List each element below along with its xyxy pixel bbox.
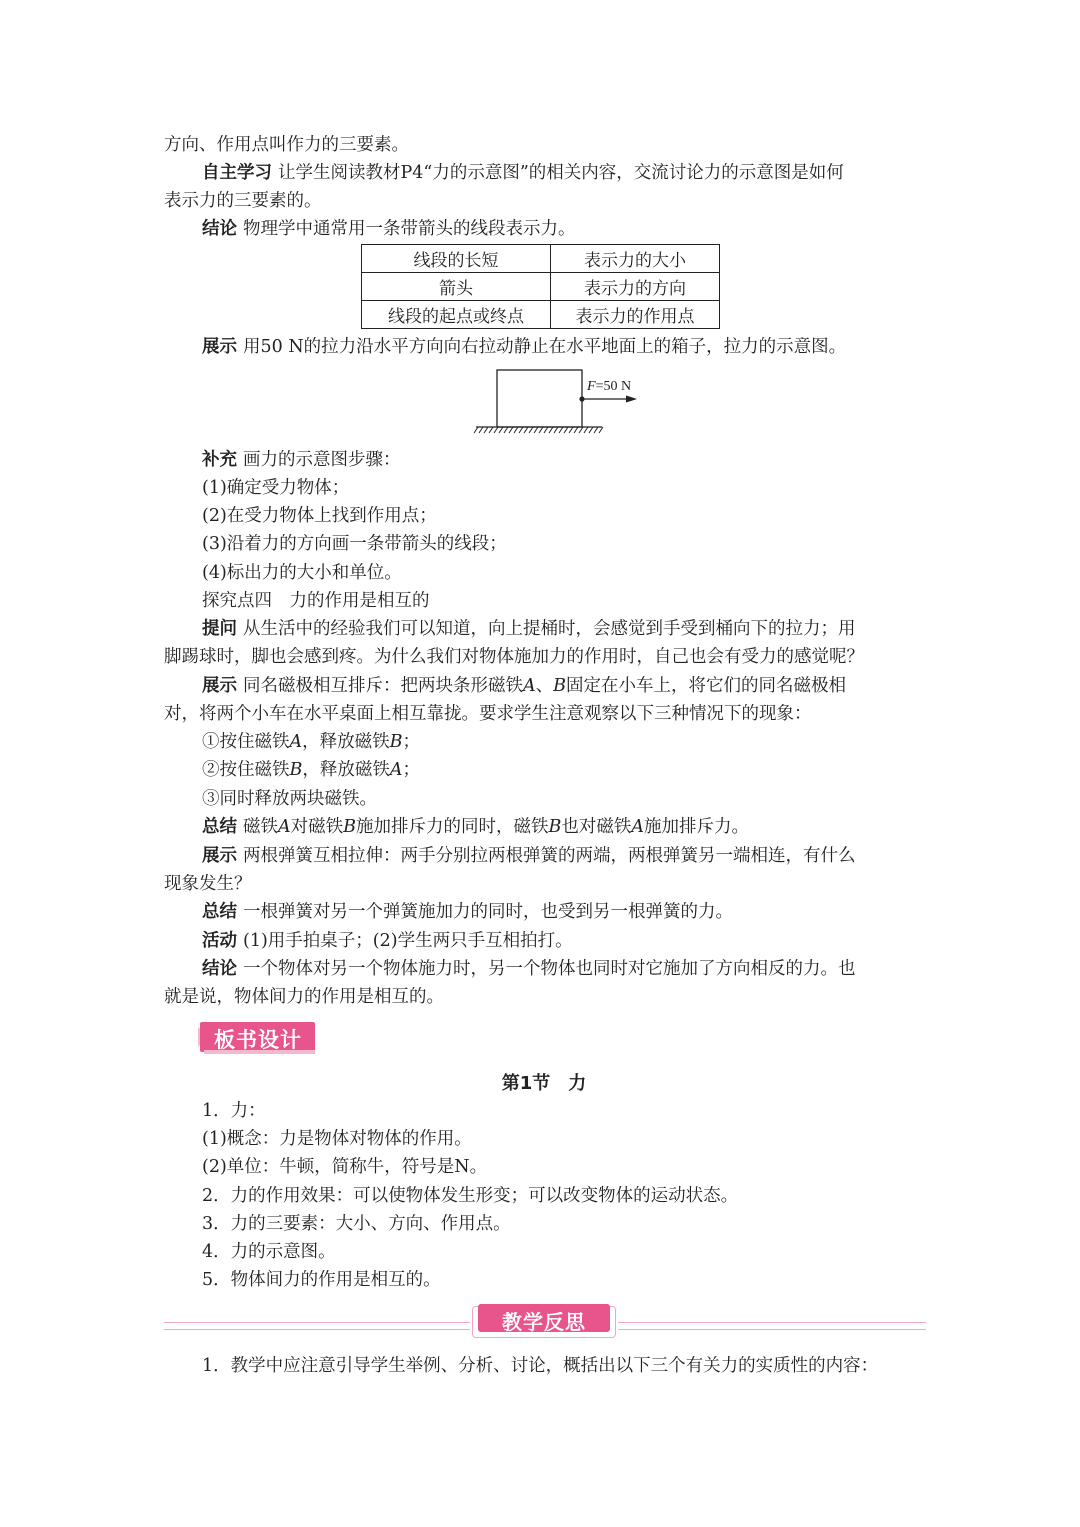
label-summary: 总结 — [202, 817, 237, 837]
text-line: 方向、作用点叫作力的三要素。 — [164, 135, 409, 155]
text-line: 补充 画力的示意图步骤： — [202, 450, 401, 470]
list-item: ②按住磁铁B，释放磁铁A； — [202, 760, 421, 780]
force-label: F=50 N — [587, 379, 632, 394]
text-line: 提问 从生活中的经验我们可以知道，向上提桶时，会感觉到手受到桶向下的拉力；用 — [202, 619, 856, 639]
label-conclusion: 结论 — [202, 959, 237, 979]
box — [497, 370, 582, 427]
teaching-reflection-header: 教学反思 — [164, 1304, 926, 1340]
force-diagram — [470, 366, 650, 436]
list-item: (1)确定受力物体； — [202, 478, 350, 498]
section-title: 第1节 力 — [501, 1073, 587, 1094]
text-line: 总结 一根弹簧对另一个弹簧施加力的同时，也受到另一根弹簧的力。 — [202, 902, 733, 922]
force-arrow-head — [626, 396, 637, 403]
table-row: 线段的起点或终点 表示力的作用点 — [362, 301, 720, 329]
divider — [618, 1322, 926, 1330]
text-line: 总结 磁铁A对磁铁B施加排斥力的同时，磁铁B也对磁铁A施加排斥力。 — [202, 817, 750, 837]
label-show: 展示 — [202, 337, 237, 357]
board-item: (1)概念：力是物体对物体的作用。 — [202, 1129, 472, 1149]
label-conclusion: 结论 — [202, 219, 237, 239]
text-line: 展示 两根弹簧互相拉伸：两手分别拉两根弹簧的两端，两根弹簧另一端相连，有什么 — [202, 846, 856, 866]
label-activity: 活动 — [202, 931, 237, 951]
board-item: 5．物体间力的作用是相互的。 — [202, 1270, 441, 1290]
list-item: (3)沿着力的方向画一条带箭头的线段； — [202, 534, 507, 554]
label-summary: 总结 — [202, 902, 237, 922]
list-item: (2)在受力物体上找到作用点； — [202, 506, 437, 526]
text-line: 活动 (1)用手拍桌子；(2)学生两只手互相拍打。 — [202, 931, 573, 951]
list-item: ③同时释放两块磁铁。 — [202, 789, 377, 809]
label-self-study: 自主学习 — [202, 163, 272, 183]
list-item: (4)标出力的大小和单位。 — [202, 563, 402, 583]
ground-hatching — [474, 427, 603, 433]
board-item: (2)单位：牛顿，简称牛，符号是N。 — [202, 1157, 488, 1177]
table-row: 箭头 表示力的方向 — [362, 273, 720, 301]
text-line: 结论 物理学中通常用一条带箭头的线段表示力。 — [202, 219, 576, 239]
text-line: 展示 用50 N的拉力沿水平方向向右拉动静止在水平地面上的箱子，拉力的示意图。 — [202, 337, 847, 357]
explore-title: 探究点四 力的作用是相互的 — [202, 591, 430, 611]
board-item: 3．力的三要素：大小、方向、作用点。 — [202, 1214, 511, 1234]
force-elements-table — [361, 244, 720, 329]
list-item: ①按住磁铁A，释放磁铁B； — [202, 732, 421, 752]
label-show: 展示 — [202, 676, 237, 696]
board-item: 4．力的示意图。 — [202, 1242, 336, 1262]
board-item: 2．力的作用效果：可以使物体发生形变；可以改变物体的运动状态。 — [202, 1186, 739, 1206]
text-line: 自主学习 让学生阅读教材P4“力的示意图”的相关内容，交流讨论力的示意图是如何 — [202, 163, 844, 183]
text-line: 脚踢球时，脚也会感到疼。为什么我们对物体施加力的作用时，自己也会有受力的感觉呢？ — [164, 647, 864, 667]
board-design-header: 板书设计 — [200, 1022, 315, 1056]
table-row: 线段的长短 表示力的大小 — [362, 245, 720, 273]
text-line: 结论 一个物体对另一个物体施力时，另一个物体也同时对它施加了方向相反的力。也 — [202, 959, 856, 979]
divider — [164, 1322, 470, 1330]
text-line: 对，将两个小车在水平桌面上相互靠拢。要求学生注意观察以下三种情况下的现象： — [164, 704, 812, 724]
text-line: 就是说，物体间力的作用是相互的。 — [164, 987, 444, 1007]
label-supplement: 补充 — [202, 450, 237, 470]
text-line: 展示 同名磁极相互排斥：把两块条形磁铁A、B固定在小车上，将它们的同名磁极相 — [202, 676, 847, 696]
label-question: 提问 — [202, 619, 237, 639]
text-line: 表示力的三要素的。 — [164, 191, 322, 211]
board-item: 1．力： — [202, 1101, 266, 1121]
text-line: 现象发生？ — [164, 874, 252, 894]
text-line: 1．教学中应注意引导学生举例、分析、讨论，概括出以下三个有关力的实质性的内容： — [202, 1356, 879, 1376]
label-show: 展示 — [202, 846, 237, 866]
